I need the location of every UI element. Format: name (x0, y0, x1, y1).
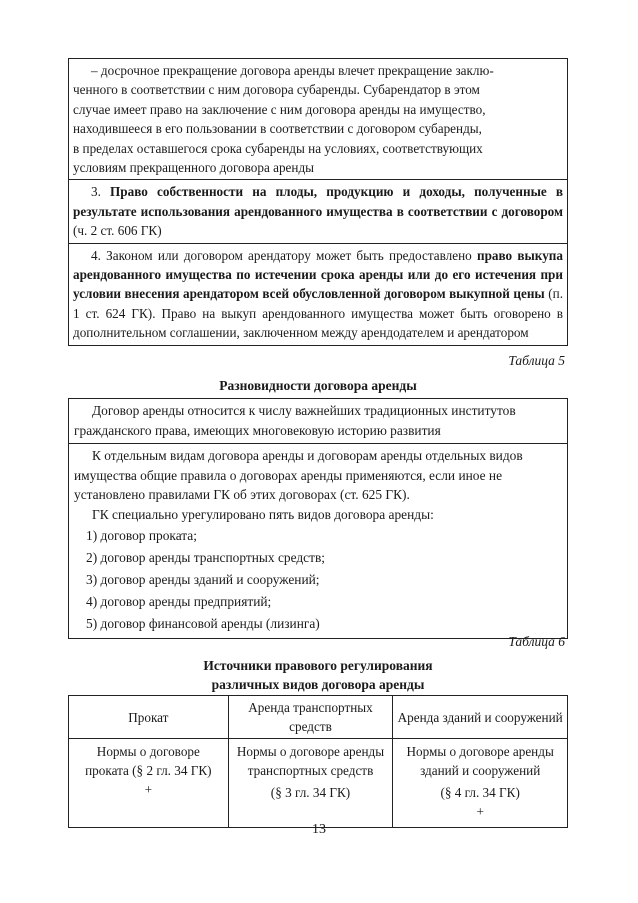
body-text: К отдельным видам договора аренды и договорам аренды отдельных видов имущества общие правила о договорах аренды применяются, если иное не установлено правилами ГК об этих договорах (ст. 625 ГК). (74, 448, 523, 503)
column-header: Аренда транспортных средств (228, 696, 393, 739)
text-line: находившееся в его пользовании в соответствии с договором субаренды, (73, 121, 482, 137)
text-line: ченного в соответствии с ним договора субаренды. Субарендатор в этом (73, 82, 480, 98)
table6-title-line1: Источники правового регулирования (203, 658, 433, 673)
column-header: Прокат (69, 696, 229, 739)
table-cell (69, 399, 568, 444)
list-item: 3) договор аренды зданий и сооружений; (86, 571, 320, 587)
cell-text: Нормы о договоре проката (§ 2 гл. 34 ГК) (85, 744, 212, 778)
list-item: 2) договор аренды транспортных средств; (86, 549, 325, 565)
table-row (69, 243, 568, 345)
table-cell (69, 59, 568, 180)
cell-text: Нормы о договоре аренды транспортных средств (236, 744, 385, 778)
item-number: 3. (91, 184, 101, 200)
cell-mark: + (144, 782, 153, 797)
table-cell (393, 739, 568, 828)
cell-mark: + (476, 804, 484, 819)
bold-text: право выкупа арендованного имущества по истечении срока аренды или до его истечения при условии внесения арендатором всей обусловленной договором выкупной цены (73, 247, 563, 302)
table6-caption: Таблица 6 (508, 634, 565, 649)
item-number: 4. (91, 247, 101, 263)
text-line: – досрочное прекращение договора аренды влечет прекращение заклю- (91, 63, 494, 78)
table5-caption: Таблица 5 (508, 353, 565, 368)
list-item: 5) договор финансовой аренды (лизинга) (86, 615, 320, 631)
body-text: Законом или договором арендатору может быть предоставлено (100, 247, 477, 263)
table-cell (69, 739, 229, 828)
list-intro: ГК специально урегулировано пять видов договора аренды: (92, 506, 434, 522)
list-item: 1) договор проката; (86, 527, 197, 543)
column-header: Аренда зданий и сооружений (393, 696, 568, 739)
table6 (68, 695, 568, 828)
table5 (68, 398, 568, 639)
table-row (69, 59, 568, 180)
table6-title-line2: различных видов договора аренды (211, 677, 425, 692)
table-cell (228, 739, 393, 828)
reference-text: (ч. 2 ст. 606 ГК) (73, 223, 162, 239)
text-line: в пределах оставшегося срока субаренды на условиях, соответствующих (73, 140, 483, 156)
table-cell (69, 180, 568, 243)
list-item: 4) договор аренды предприятий; (86, 593, 272, 609)
body-text: (п. 1 ст. 624 ГК). Право на выкуп арендованного имущества может быть оговорено в дополнительном соглашении, заключенном между арендодателем и арендатором (73, 286, 563, 341)
page-number: 13 (312, 822, 326, 837)
cell-reference: (§ 4 гл. 34 ГК) (440, 785, 520, 800)
table5-title: Разновидности договора аренды (219, 378, 417, 393)
cell-text: Нормы о договоре аренды зданий и сооружений (406, 744, 554, 778)
table-row (69, 739, 568, 828)
bold-text: Право собственности на плоды, продукцию и доходы, полученные в результате использования арендованного имущества в соответствии с договором (73, 184, 563, 219)
continuation-table (68, 58, 568, 346)
text-line: случае имеет право на заключение с ним договора аренды на имущество, (73, 101, 486, 117)
body-text: Договор аренды относится к числу важнейших традиционных институтов гражданского права, имеющих многовековую историю развития (74, 403, 516, 438)
table-header-row (69, 696, 568, 739)
table-cell (69, 243, 568, 345)
table-row (69, 399, 568, 444)
table-cell (69, 444, 568, 638)
table-row (69, 180, 568, 243)
table-row (69, 444, 568, 638)
text-line: условиям прекращенного договора аренды (73, 160, 315, 176)
cell-reference: (§ 3 гл. 34 ГК) (270, 785, 351, 800)
